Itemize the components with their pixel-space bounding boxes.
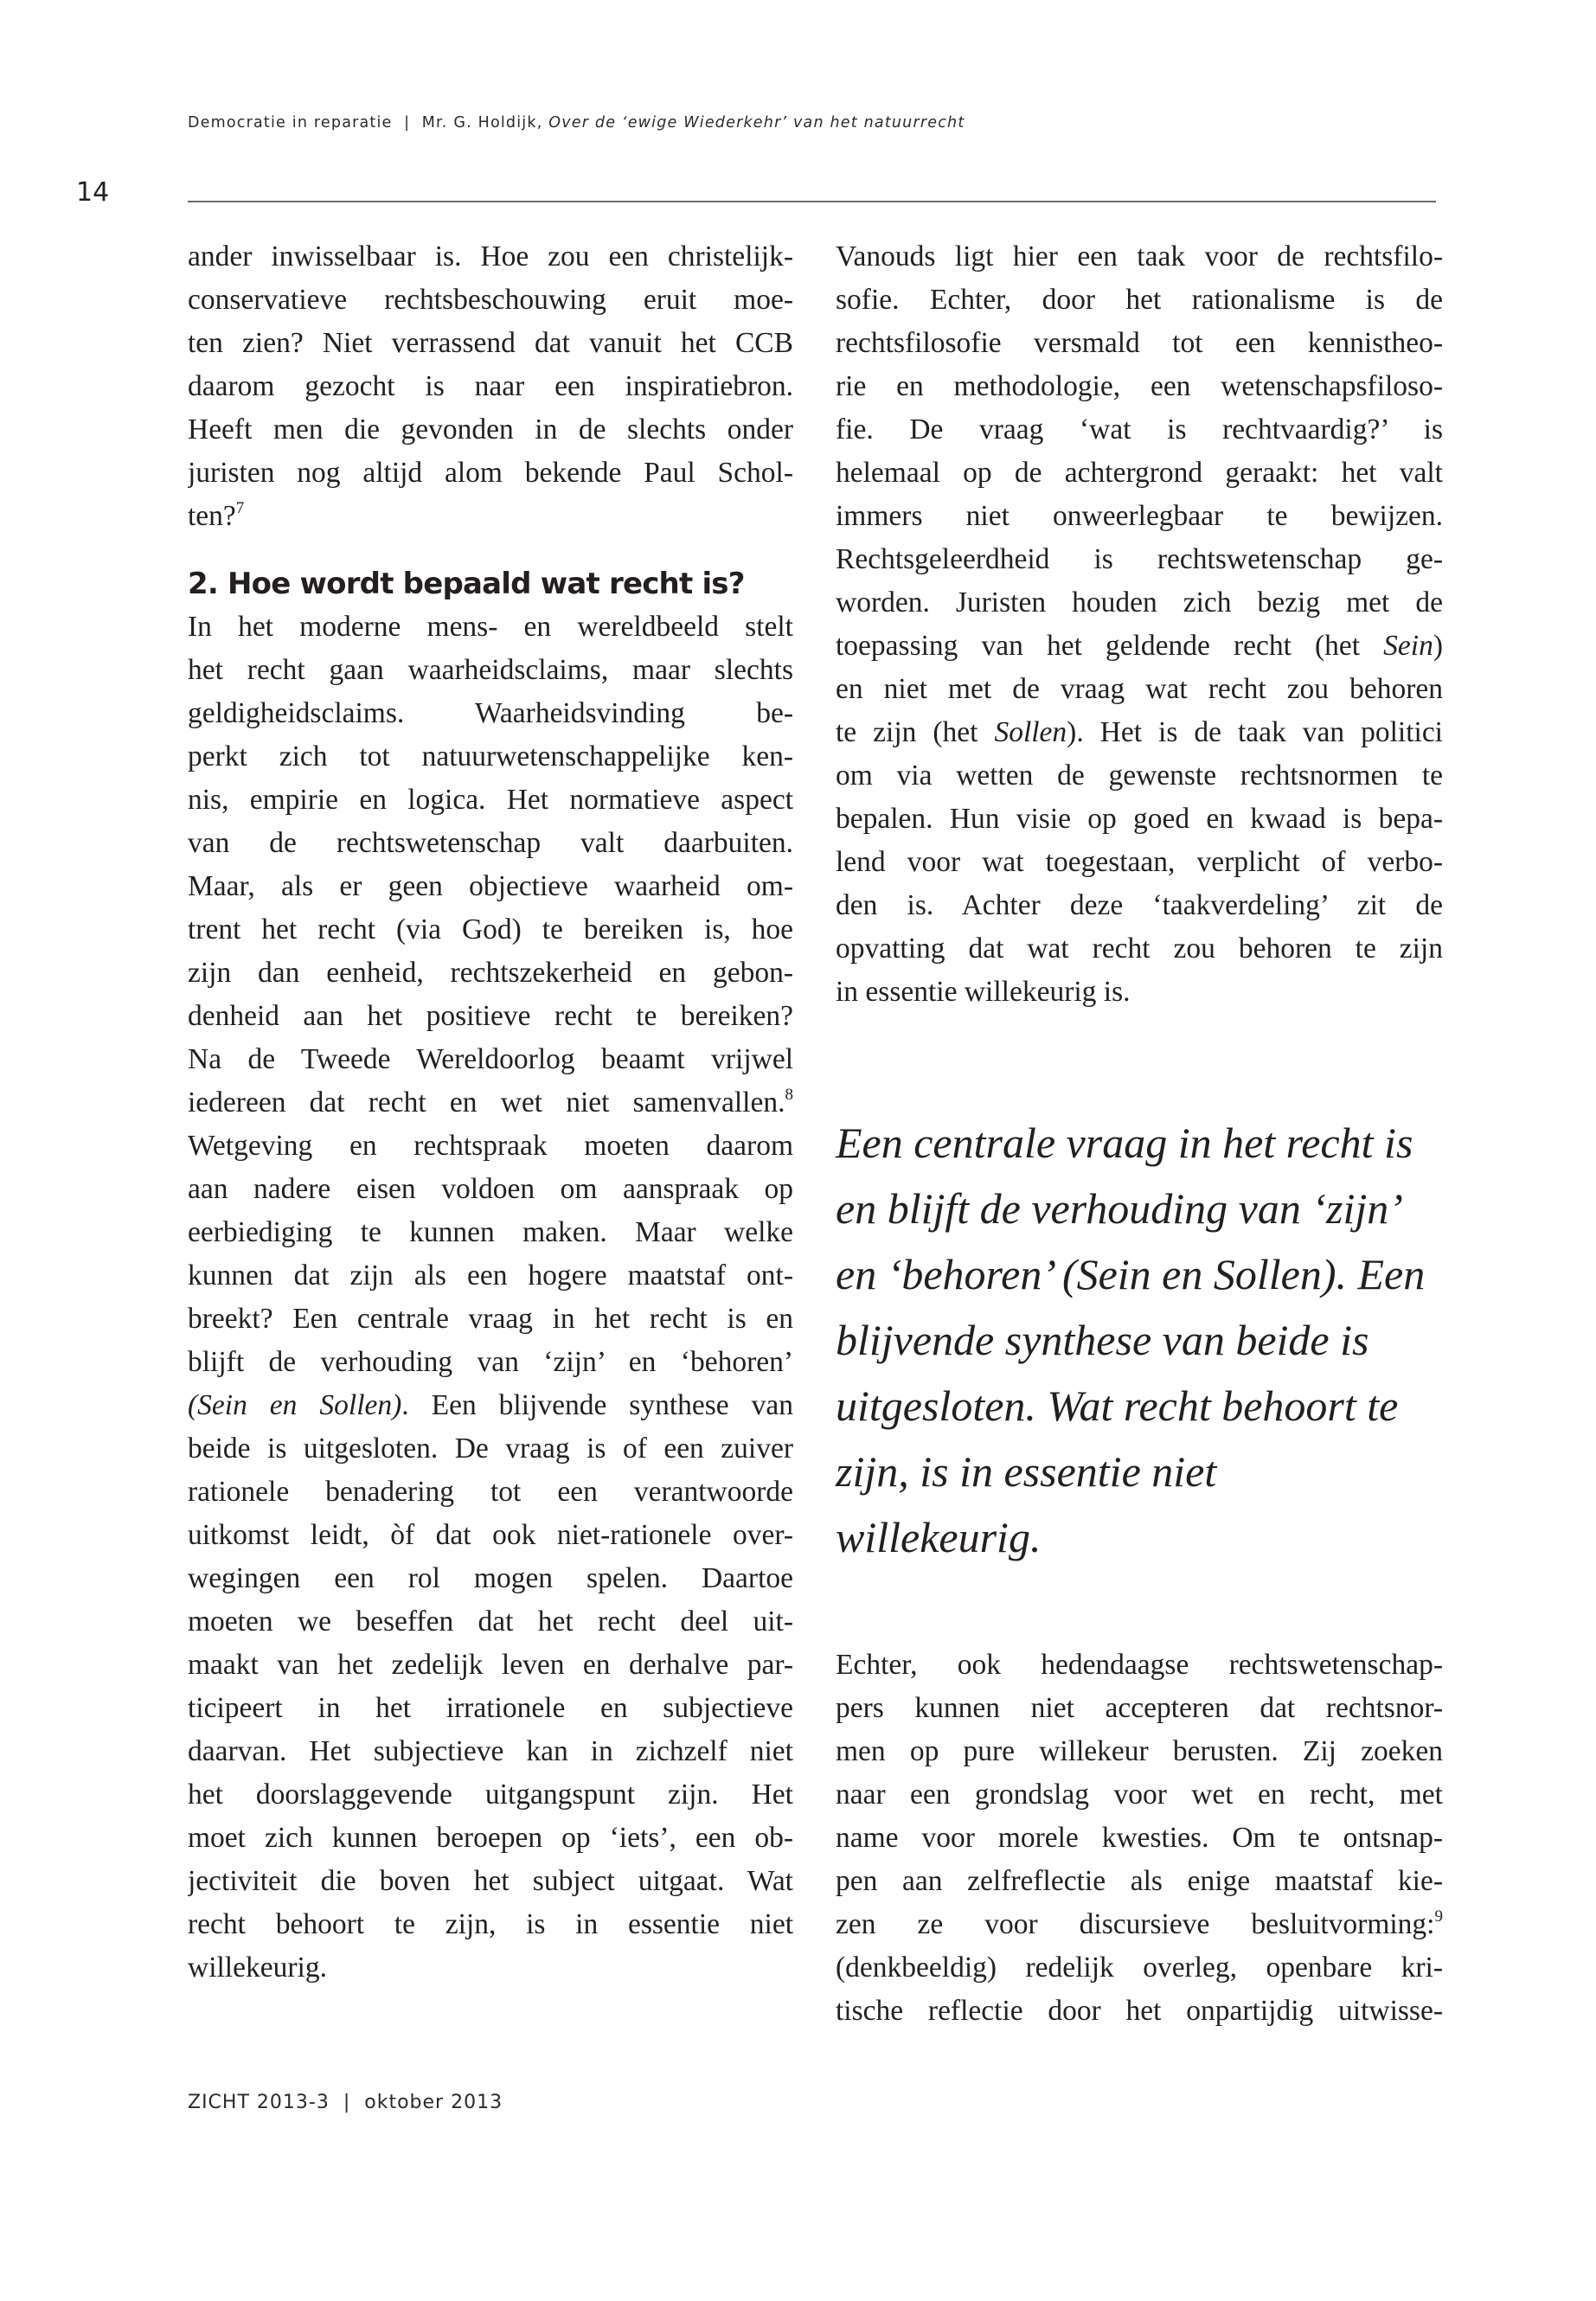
pull-quote-line: en ‘behoren’ (Sein en Sollen). Een — [836, 1250, 1426, 1298]
header-rule — [188, 201, 1436, 202]
left-column — [188, 235, 793, 1990]
paragraph — [188, 606, 793, 1990]
text-line: pen aan zelfreflectie als enige maatstaf kie- — [836, 1865, 1443, 1897]
text-line: Echter, ook hedendaagse rechtswetenschap- — [836, 1649, 1443, 1681]
text-line: ticipeert in het irrationele en subjectieve — [188, 1692, 793, 1724]
text-line: maakt van het zedelijk leven en derhalve par- — [188, 1649, 793, 1681]
text-line: name voor morele kwesties. Om te ontsnap- — [836, 1822, 1443, 1854]
text-line: van de rechtswetenschap valt daarbuiten. — [188, 827, 793, 859]
pull-quote-line: en blijft de verhouding van ‘zijn’ — [836, 1184, 1403, 1233]
page-footer — [188, 2092, 503, 2113]
text-line: naar een grondslag voor wet en recht, met — [836, 1779, 1443, 1811]
text-line: en niet met de vraag wat recht zou behoren — [836, 673, 1443, 705]
text-line: in essentie willekeurig is. — [836, 976, 1131, 1008]
text-line: kunnen dat zijn als een hogere maatstaf ont- — [188, 1259, 793, 1292]
pull-quote-line: blijvende synthese van beide is — [836, 1316, 1369, 1364]
text-line: sofie. Echter, door het rationalisme is de — [836, 284, 1443, 316]
text-line: Rechtsgeleerdheid is rechtswetenschap ge- — [836, 543, 1443, 575]
text-line: zijn dan eenheid, rechtszekerheid en gebon- — [188, 957, 793, 989]
footnote-ref-8[interactable]: 8 — [785, 1085, 793, 1104]
text-line: rationele benadering tot een verantwoorde — [188, 1476, 793, 1508]
text-line: geldigheidsclaims. Waarheidsvinding be- — [188, 697, 793, 729]
text-line: ten?$^7$ — [188, 498, 245, 532]
text-line: rechtsfilosofie versmald tot een kennistheo- — [836, 327, 1443, 359]
text-line: (Sein en Sollen). Een blijvende synthese van — [188, 1389, 793, 1421]
text-line: toepassing van het geldende recht (het Sein) — [836, 630, 1443, 662]
text-line: het recht gaan waarheidsclaims, maar slechts — [188, 654, 793, 686]
text-line: worden. Juristen houden zich bezig met de — [836, 586, 1443, 619]
text-line: moet zich kunnen beroepen op ‘iets’, een ob- — [188, 1822, 793, 1854]
text-line: blijft de verhouding van ‘zijn’ en ‘behoren’ — [188, 1346, 793, 1378]
text-line: wegingen een rol mogen spelen. Daartoe — [188, 1562, 793, 1594]
text-line: trent het recht (via God) te bereiken is, hoe — [188, 913, 793, 945]
text-line: beide is uitgesloten. De vraag is of een zuiver — [188, 1433, 793, 1465]
text-line: Heeft men die gevonden in de slechts onder — [188, 413, 793, 445]
footnote-ref-9[interactable]: 9 — [1434, 1907, 1443, 1926]
pull-quote — [836, 1110, 1443, 1570]
text-line: helemaal op de achtergrond geraakt: het valt — [836, 457, 1443, 489]
text-line: daarvan. Het subjectieve kan in zichzelf niet — [188, 1735, 793, 1767]
pull-quote-line: willekeurig. — [836, 1513, 1042, 1561]
footnote-ref-7[interactable]: 7 — [235, 498, 245, 517]
text-line: willekeurig. — [188, 1952, 327, 1984]
text-line: eerbiediging te kunnen maken. Maar welke — [188, 1216, 793, 1248]
text-line: den is. Achter deze ‘taakverdeling’ zit de — [836, 889, 1443, 921]
text-line: ander inwisselbaar is. Hoe zou een christelijk- — [188, 240, 793, 272]
author-name: Mr. G. Holdijk, — [421, 114, 543, 131]
text-line: Na de Tweede Wereldoorlog beaamt vrijwel — [188, 1043, 793, 1075]
text-line: daarom gezocht is naar een inspiratiebron. — [188, 370, 793, 402]
paragraph — [836, 1644, 1443, 2033]
section-heading: 2. Hoe wordt bepaald wat recht is? — [188, 567, 745, 601]
text-line: immers niet onweerlegbaar te bewijzen. — [836, 500, 1443, 532]
text-line: om via wetten de gewenste rechtsnormen te — [836, 760, 1443, 792]
text-line: uitkomst leidt, òf dat ook niet-rationele over- — [188, 1519, 793, 1551]
text-line: bepalen. Hun visie op goed en kwaad is bepa- — [836, 803, 1443, 835]
text-line: jectiviteit die boven het subject uitgaat. Wat — [188, 1865, 793, 1897]
text-line: tische reflectie door het onpartijdig uitwisse- — [836, 1995, 1443, 2027]
pull-quote-line: zijn, is in essentie niet — [836, 1447, 1217, 1496]
text-line: aan nadere eisen voldoen om aanspraak op — [188, 1173, 793, 1205]
right-column-continued — [836, 1644, 1443, 2033]
separator: | — [404, 114, 411, 131]
text-line: men op pure willekeur berusten. Zij zoeken — [836, 1735, 1443, 1767]
text-line: breekt? Een centrale vraag in het recht is en — [188, 1303, 793, 1335]
issue-date: oktober 2013 — [364, 2092, 503, 2113]
article-title: Over de ‘ewige Wiederkehr’ van het natuurrecht — [548, 114, 965, 131]
running-head — [188, 114, 965, 131]
text-line: pers kunnen niet accepteren dat rechtsnor- — [836, 1692, 1443, 1724]
text-line: te zijn (het Sollen). Het is de taak van politici — [836, 716, 1443, 748]
text-line: lend voor wat toegestaan, verplicht of verbo- — [836, 846, 1443, 878]
text-line: recht behoort te zijn, is in essentie niet — [188, 1908, 793, 1940]
journal-issue: ZICHT 2013-3 — [188, 2092, 330, 2113]
text-line: (denkbeeldig) redelijk overleg, openbare kri- — [836, 1952, 1443, 1984]
text-line: denheid aan het positieve recht te bereiken? — [188, 1000, 793, 1032]
paragraph — [188, 235, 793, 538]
paragraph — [836, 235, 1443, 1014]
text-line: perkt zich tot natuurwetenschappelijke ken- — [188, 740, 793, 772]
separator: | — [343, 2092, 351, 2113]
text-line: iedereen dat recht en wet niet samenvallen.$^8$ — [188, 1085, 793, 1118]
text-line: nis, empirie en logica. Het normatieve aspect — [188, 784, 793, 816]
text-line: rie en methodologie, een wetenschapsfiloso- — [836, 370, 1443, 402]
text-line: fie. De vraag ‘wat is rechtvaardig?’ is — [836, 413, 1443, 445]
pull-quote-line: uitgesloten. Wat recht behoort te — [836, 1381, 1399, 1430]
text-line: juristen nog altijd alom bekende Paul Schol- — [188, 457, 793, 489]
italic-term: Sollen — [994, 716, 1067, 748]
text-line: ten zien? Niet verrassend dat vanuit het CCB — [188, 327, 793, 359]
page-number: 14 — [76, 177, 110, 208]
text-line: opvatting dat wat recht zou behoren te zijn — [836, 933, 1443, 965]
pull-quote-line: Een centrale vraag in het recht is — [836, 1118, 1413, 1167]
italic-term: (Sein en Sollen) — [188, 1389, 402, 1421]
text-line: Maar, als er geen objectieve waarheid om- — [188, 870, 793, 902]
italic-term: Sein — [1383, 630, 1433, 662]
text-line: moeten we beseffen dat het recht deel uit- — [188, 1606, 793, 1638]
text-line: conservatieve rechtsbeschouwing eruit moe- — [188, 284, 793, 316]
text-line: In het moderne mens- en wereldbeeld stelt — [188, 611, 793, 643]
text-line: zen ze voor discursieve besluitvorming:$^9$ — [836, 1907, 1443, 1940]
right-column — [836, 235, 1443, 1014]
publication-name: Democratie in reparatie — [188, 114, 393, 131]
text-line: het doorslaggevende uitgangspunt zijn. Het — [188, 1779, 793, 1811]
text-line: Vanouds ligt hier een taak voor de rechtsfilo- — [836, 240, 1443, 272]
text-line: Wetgeving en rechtspraak moeten daarom — [188, 1130, 793, 1162]
